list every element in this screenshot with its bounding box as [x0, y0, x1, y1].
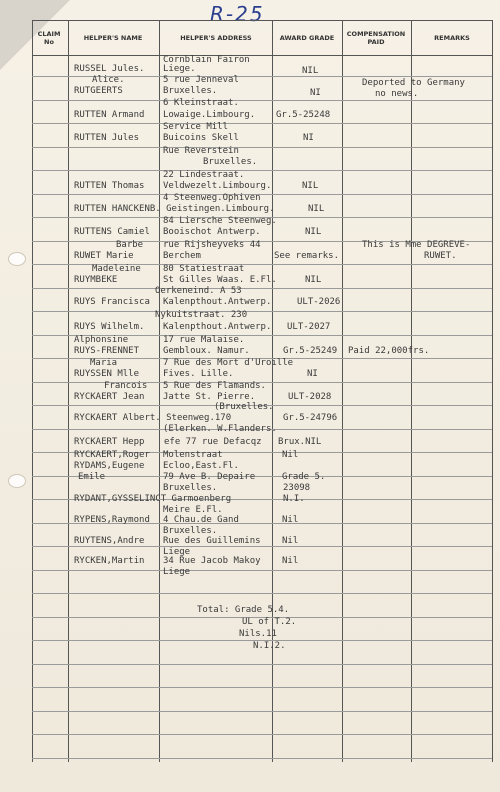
row-rule	[32, 194, 492, 195]
typed-text-line: 4 Chau.de Gand	[163, 515, 239, 525]
typed-text-line: RUYS-FRENNET	[74, 346, 140, 356]
typed-text-line: 79 Ave B. Depaire	[163, 472, 256, 482]
typed-text-line: Meire E.Fl.	[163, 505, 223, 515]
typed-text-line: RUYS Francisca	[74, 297, 150, 307]
typed-text-line: N.I.	[283, 494, 305, 504]
typed-text-line: ULT-2028	[288, 392, 332, 402]
typed-text-line: RYDANT,GYSSELINCT Garmoenberg	[74, 494, 232, 504]
header-helper-address: HELPER'S ADDRESS	[180, 34, 252, 42]
typed-text-line: Alice.	[92, 75, 125, 85]
typed-text-line: Liege	[163, 567, 191, 577]
row-rule	[32, 288, 492, 289]
column-divider	[492, 20, 493, 762]
typed-text-line: Kalenpthout.Antwerp.	[163, 322, 272, 332]
typed-text-line: Bruxelles.	[163, 483, 218, 493]
typed-text-line: Francois	[104, 381, 148, 391]
typed-text-line: Madeleine	[92, 264, 141, 274]
row-rule	[32, 687, 492, 688]
typed-text-line: UL of T.2.	[242, 617, 297, 627]
typed-text-line: 5 Rue des Flamands.	[163, 381, 266, 391]
typed-text-line: NI	[310, 88, 321, 98]
typed-text-line: 84 Liersche Steenweg.	[163, 216, 277, 226]
typed-text-line: Gr.5-24796	[283, 413, 338, 423]
typed-text-line: RYCKEN,Martin	[74, 556, 145, 566]
typed-text-line: Lowaige.Limbourg.	[163, 110, 256, 120]
typed-text-line: RUSSEL Jules.	[74, 64, 145, 74]
typed-text-line: See remarks.	[274, 251, 340, 261]
row-rule	[32, 758, 492, 759]
typed-text-line: Bruxelles.	[163, 86, 218, 96]
punch-hole	[8, 252, 26, 266]
typed-text-line: Liege.	[163, 64, 196, 74]
row-rule	[32, 311, 492, 312]
typed-text-line: Gembloux. Namur.	[163, 346, 250, 356]
typed-text-line: Maria	[90, 358, 118, 368]
typed-text-line: 5 rue Jenneval	[163, 75, 239, 85]
row-rule	[32, 664, 492, 665]
typed-text-line: RYDAMS,Eugene	[74, 461, 145, 471]
typed-text-line: RYCKAERT Hepp	[74, 437, 145, 447]
typed-text-line: Service Mill	[163, 122, 229, 132]
typed-text-line: RUWET.	[424, 251, 457, 261]
typed-text-line: RUYSSEN Mlle	[74, 369, 140, 379]
typed-text-line: NIL	[305, 275, 322, 285]
typed-text-line: Veldwezelt.Limbourg.	[163, 181, 272, 191]
typed-text-line: (Bruxelles.	[214, 402, 274, 412]
punch-hole	[8, 474, 26, 488]
typed-text-line: Booischot Antwerp.	[163, 227, 261, 237]
header-compensation-paid: COMPENSATION PAID	[346, 30, 406, 46]
typed-text-line: efe 77 rue Defacqz	[164, 437, 262, 447]
typed-text-line: This is Mme DEGREVE-	[362, 240, 471, 250]
column-divider	[32, 20, 33, 762]
typed-text-line: Nil	[282, 450, 299, 460]
typed-text-line: Liege	[163, 547, 191, 557]
typed-text-line: RUTTEN Jules	[74, 133, 140, 143]
table-header	[32, 20, 492, 56]
typed-text-line: Grade 5.	[282, 472, 326, 482]
typed-text-line: Cornblain Fairon	[163, 55, 250, 65]
typed-text-line: Bruxelles.	[203, 157, 258, 167]
handwritten-note: R-25	[210, 2, 265, 26]
header-award-grade: AWARD GRADE	[279, 34, 335, 42]
row-rule	[32, 593, 492, 594]
typed-text-line: Berchem	[163, 251, 201, 261]
typed-text-line: Nils.11	[239, 629, 277, 639]
typed-text-line: N.I.2.	[253, 641, 286, 651]
typed-text-line: Emile	[78, 472, 106, 482]
typed-text-line: Gr.5-25249	[283, 346, 338, 356]
row-rule	[32, 100, 492, 101]
typed-text-line: RUWET Marie	[74, 251, 134, 261]
typed-text-line: Nil	[282, 515, 299, 525]
typed-text-line: NI	[307, 369, 318, 379]
row-rule	[32, 711, 492, 712]
typed-text-line: Fives. Lille.	[163, 369, 234, 379]
typed-text-line: Alphonsine	[74, 335, 129, 345]
typed-text-line: Buicoins Skell	[163, 133, 239, 143]
typed-text-line: Total: Grade 5.4.	[197, 605, 290, 615]
header-helper-name: HELPER'S NAME	[83, 34, 143, 42]
typed-text-line: RYCKAERT Jean	[74, 392, 145, 402]
typed-text-line: ULT-2026	[297, 297, 341, 307]
typed-text-line: Rue des Guillemins	[163, 536, 261, 546]
row-rule	[32, 734, 492, 735]
column-divider	[159, 20, 160, 762]
typed-text-line: RUTTEN Armand	[74, 110, 145, 120]
typed-text-line: NIL	[302, 181, 319, 191]
typed-text-line: Nil	[282, 536, 299, 546]
typed-text-line: RYCKAERT Albert. Steenweg.170	[74, 413, 232, 423]
typed-text-line: 34 Rue Jacob Makoy	[163, 556, 261, 566]
typed-text-line: RUYMBEKE	[74, 275, 118, 285]
row-rule	[32, 170, 492, 171]
typed-text-line: ULT-2027	[287, 322, 331, 332]
typed-text-line: (Elerken. W.Flanders.	[163, 424, 277, 434]
row-rule	[32, 546, 492, 547]
typed-text-line: Kalenpthout.Antwerp.	[163, 297, 272, 307]
typed-text-line: no news.	[375, 89, 419, 99]
typed-text-line: Brux.NIL	[278, 437, 322, 447]
typed-text-line: RYCKAERT,Roger	[74, 450, 150, 460]
typed-text-line: Gr.5-25248	[276, 110, 331, 120]
typed-text-line: Oerkeneind. A 53	[155, 286, 242, 296]
typed-text-line: NI	[303, 133, 314, 143]
typed-text-line: rue Rijsheyveks 44	[163, 240, 261, 250]
typed-text-line: St Gilles Waas. E.Fl.	[163, 275, 277, 285]
row-rule	[32, 123, 492, 124]
typed-text-line: 23098	[283, 483, 311, 493]
typed-text-line: 4 Steenweg.Ophiven	[163, 193, 261, 203]
typed-text-line: Paid 22,000frs.	[348, 346, 430, 356]
typed-text-line: Jatte St. Pierre.	[163, 392, 256, 402]
typed-text-line: Molenstraat	[163, 450, 223, 460]
typed-text-line: Rue Reverstein	[163, 146, 239, 156]
typed-text-line: 22 Lindestraat.	[163, 170, 245, 180]
typed-text-line: Ecloo,East.Fl.	[163, 461, 239, 471]
typed-text-line: RYPENS,Raymond	[74, 515, 150, 525]
typed-text-line: Deported to Germany	[362, 78, 465, 88]
typed-text-line: RUYS Wilhelm.	[74, 322, 145, 332]
typed-text-line: 17 rue Malaise.	[163, 335, 245, 345]
typed-text-line: Nykuitstraat. 230	[155, 310, 248, 320]
typed-text-line: 7 Rue des Mort d'Uroille	[163, 358, 294, 368]
typed-text-line: RUTTEN HANCKENB. Geistingen.Limbourg.	[74, 204, 275, 214]
typed-text-line: 80 Statiestraat	[163, 264, 245, 274]
header-claim-no: CLAIM No	[37, 30, 61, 46]
column-divider	[342, 20, 343, 762]
typed-text-line: Nil	[282, 556, 299, 566]
column-divider	[68, 20, 69, 762]
typed-text-line: RUTTEN Thomas	[74, 181, 145, 191]
typed-text-line: NIL	[308, 204, 325, 214]
row-rule	[32, 147, 492, 148]
typed-text-line: Barbe	[116, 240, 144, 250]
row-rule	[32, 570, 492, 571]
typed-text-line: RUYTENS,Andre	[74, 536, 145, 546]
column-divider	[411, 20, 412, 762]
typed-text-line: NIL	[302, 66, 319, 76]
typed-text-line: 6 Kleinstraat.	[163, 98, 239, 108]
header-remarks: REMARKS	[434, 34, 470, 42]
typed-text-line: Bruxelles.	[163, 526, 218, 536]
typed-text-line: RUTTENS Camiel	[74, 227, 150, 237]
typed-text-line: RUTGEERTS	[74, 86, 123, 96]
typed-text-line: NIL	[305, 227, 322, 237]
